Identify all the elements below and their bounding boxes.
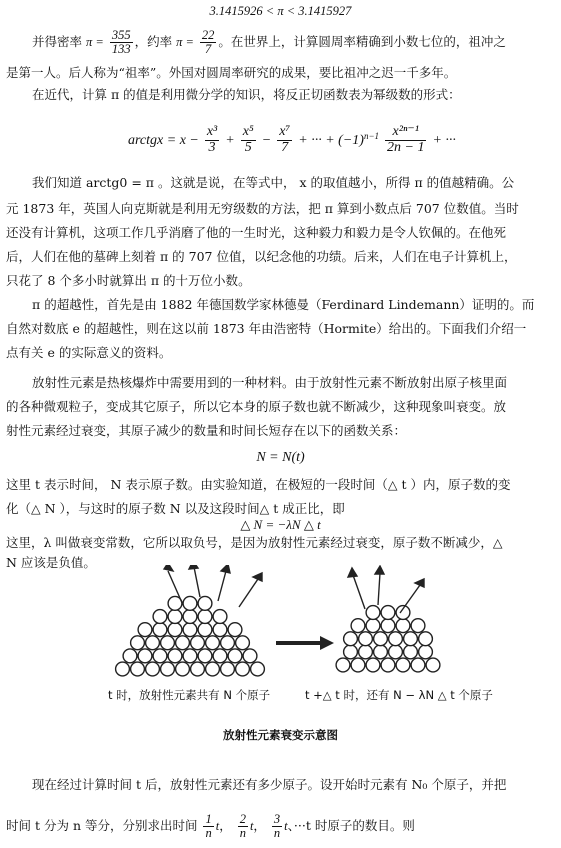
fraction-2-n: $\frac{2}{n}$ bbox=[239, 811, 246, 840]
atom-circle bbox=[389, 645, 403, 659]
paragraph-line: 在近代，计算 π 的值是利用微分学的知识，将反正切函数表为幂级数的形式： bbox=[32, 87, 461, 102]
paragraph-line: 还没有计算机，这项工作几乎消磨了他的一生时光，这种毅力和毅力是令人钦佩的。在他死 bbox=[6, 225, 507, 240]
figure-label-right: t +△ t 时，还有 N − λN △ t 个原子 bbox=[305, 688, 493, 702]
atom-circle bbox=[336, 658, 350, 672]
function-equation: N = N(t) bbox=[256, 450, 305, 465]
atom-circle bbox=[404, 645, 418, 659]
atom-circle bbox=[168, 623, 182, 637]
fraction-1-n: $\frac{1}{n}$ bbox=[205, 811, 212, 840]
paragraph-line: 的各种微观粒子，变成其它原子，所以它本身的原子数也就不断减少，这种现象叫衰变。放 bbox=[6, 399, 507, 414]
atom-circle bbox=[236, 636, 250, 650]
fraction-355-133: $\frac{355}{133}$ bbox=[111, 27, 131, 56]
atom-circle bbox=[243, 649, 257, 663]
atom-circle bbox=[228, 649, 242, 663]
minus-sign: − bbox=[261, 133, 272, 149]
arctangent-series-formula: arctgx = x − $\frac{\text{x³}}{3}$ + $\frac{\text{x⁵}}{5}$ − $\frac{\text{x⁷}}{7}$ + ··· + $(-1)^{n-1}$ $\frac{\text{x²ⁿ⁻¹}}{2n - 1}$ + ··· bbox=[128, 124, 456, 156]
paragraph-line: 是第一人。后人称为“祖率”。外国对圆周率研究的成果，要比祖冲之迟一千多年。 bbox=[6, 65, 457, 80]
atom-circle bbox=[213, 649, 227, 663]
atom-circle bbox=[419, 632, 433, 646]
atom-circle bbox=[138, 649, 152, 663]
paragraph-line: 化（△ N ），与这时的原子数 N 以及这段时间△ t 成正比，即 bbox=[6, 501, 345, 516]
atom-circle bbox=[146, 662, 160, 676]
atom-circle bbox=[198, 610, 212, 624]
paragraph-line: 我们知道 arctg0 = π 。这就是说，在等式中， x 的取值越小，所得 π 的值越精确。公 bbox=[32, 175, 515, 190]
atom-circle bbox=[381, 658, 395, 672]
atom-circle bbox=[161, 636, 175, 650]
series-term-2: $\frac{\text{x⁵}}{5}$ bbox=[242, 124, 254, 156]
atom-circle bbox=[374, 645, 388, 659]
atom-circle bbox=[389, 632, 403, 646]
paragraph-line: 后，人们在他的墓碑上刻着 π 的 707 位值，以纪念他的功绩。后来，人们在电子计算机上， bbox=[6, 249, 517, 264]
paragraph-line: 只花了 8 个多小时就算出 π 的十万位小数。 bbox=[6, 273, 251, 288]
atom-circle bbox=[168, 649, 182, 663]
paragraph-line: 射性元素经过衰变，其原子减少的数量和时间长短存在以下的函数关系： bbox=[6, 423, 407, 438]
decay-equation: △ N = −λN △ t bbox=[240, 517, 321, 532]
atom-circle bbox=[374, 632, 388, 646]
atom-circle bbox=[419, 645, 433, 659]
atom-circle bbox=[198, 596, 212, 610]
transition-arrow bbox=[276, 636, 334, 650]
atom-circle bbox=[213, 610, 227, 624]
figure-label-left: t 时，放射性元素共有 N 个原子 bbox=[108, 688, 271, 702]
atom-circle bbox=[153, 610, 167, 624]
series-term-3: $\frac{\text{x⁷}}{7}$ bbox=[279, 124, 291, 156]
atom-circle bbox=[221, 662, 235, 676]
atom-circle bbox=[396, 658, 410, 672]
series-term-general: $\frac{\text{x²ⁿ⁻¹}}{2n - 1}$ bbox=[387, 124, 425, 156]
paragraph-line: 这里，λ 叫做衰变常数，它所以取负号，是因为放射性元素经过衰变，原子数不断减少，△ bbox=[6, 535, 503, 550]
atom-circle bbox=[426, 658, 440, 672]
atom-circle bbox=[213, 623, 227, 637]
atom-circle bbox=[344, 645, 358, 659]
atom-pile-before bbox=[116, 596, 265, 675]
atom-circle bbox=[359, 632, 373, 646]
atom-circle bbox=[116, 662, 130, 676]
paragraph-line: 这里 t 表示时间， N 表示原子数。由实验知道，在极短的一段时间（△ t ）内，原子数的变 bbox=[6, 477, 511, 492]
atom-circle bbox=[206, 662, 220, 676]
atom-circle bbox=[411, 658, 425, 672]
paragraph-line: N 应该是负值。 bbox=[6, 555, 96, 570]
paragraph-line: 放射性元素是热核爆炸中需要用到的一种材料。由于放射性元素不断放射出原子核里面 bbox=[32, 375, 508, 390]
atom-circle bbox=[251, 662, 265, 676]
figure-title: 放射性元素衰变示意图 bbox=[223, 728, 338, 742]
atom-circle bbox=[191, 662, 205, 676]
paragraph-line: 现在经过计算时间 t 后，放射性元素还有多少原子。设开始时元素有 N₀ 个原子，并把 bbox=[32, 777, 507, 792]
atom-circle bbox=[183, 623, 197, 637]
decay-diagram bbox=[0, 565, 561, 685]
atom-circle bbox=[191, 636, 205, 650]
atom-circle bbox=[198, 649, 212, 663]
atom-circle bbox=[381, 619, 395, 633]
inequality-line: 3.1415926 < π < 3.1415927 bbox=[209, 4, 352, 18]
atom-circle bbox=[206, 636, 220, 650]
atom-circle bbox=[351, 619, 365, 633]
atom-circle bbox=[236, 662, 250, 676]
atom-circle bbox=[183, 649, 197, 663]
atom-circle bbox=[176, 636, 190, 650]
paragraph-line: 点有关 e 的实际意义的资料。 bbox=[6, 345, 172, 360]
atom-circle bbox=[131, 662, 145, 676]
time-division-line: 时间 t 分为 n 等分，分别求出时间 $\frac{1}{n}$ t， $\frac{2}{n}$ t， $\frac{3}{n}$ t、···t 时原子的数目。则 bbox=[6, 811, 415, 840]
atom-circle bbox=[198, 623, 212, 637]
atom-circle bbox=[131, 636, 145, 650]
atom-circle bbox=[351, 658, 365, 672]
atom-circle bbox=[183, 596, 197, 610]
plus-sign: + bbox=[225, 133, 235, 149]
atom-circle bbox=[366, 658, 380, 672]
atom-circle bbox=[411, 619, 425, 633]
atom-circle bbox=[221, 636, 235, 650]
atom-circle bbox=[161, 662, 175, 676]
atom-circle bbox=[153, 649, 167, 663]
atom-circle bbox=[381, 606, 395, 620]
density-ratio-line: 并得密率 π = $\frac{355}{133}$ ，约率 π = $\frac{22}{7}$ 。在世界上，计算圆周率精确到小数七位的，祖冲之 bbox=[32, 27, 506, 56]
atom-circle bbox=[153, 623, 167, 637]
atom-circle bbox=[168, 610, 182, 624]
atom-circle bbox=[183, 610, 197, 624]
paragraph-line: π 的超越性，首先是由 1882 年德国数学家林德曼（Ferdinard Lindemann）证明的。而 bbox=[32, 297, 535, 312]
atom-circle bbox=[366, 619, 380, 633]
paragraph-line: 自然对数底 e 的超越性，则在这以前 1873 年由浩密特（Hormite）给出的。下面我们介绍一 bbox=[6, 321, 527, 336]
atom-circle bbox=[404, 632, 418, 646]
atom-pile-after bbox=[336, 606, 440, 672]
atom-circle bbox=[138, 623, 152, 637]
series-term-1: $\frac{\text{x³}}{3}$ bbox=[206, 124, 218, 156]
paragraph-line: 元 1873 年，英国人向克斯就是利用无穷级数的方法，把 π 算到小数点后 707 位数值。当时 bbox=[6, 201, 519, 216]
atom-circle bbox=[359, 645, 373, 659]
atom-circle bbox=[344, 632, 358, 646]
fraction-3-n: $\frac{3}{n}$ bbox=[273, 811, 281, 840]
fraction-22-7: $\frac{22}{7}$ bbox=[201, 27, 215, 56]
atom-circle bbox=[146, 636, 160, 650]
atom-circle bbox=[228, 623, 242, 637]
atom-circle bbox=[123, 649, 137, 663]
atom-circle bbox=[396, 619, 410, 633]
atom-circle bbox=[176, 662, 190, 676]
atom-circle bbox=[366, 606, 380, 620]
